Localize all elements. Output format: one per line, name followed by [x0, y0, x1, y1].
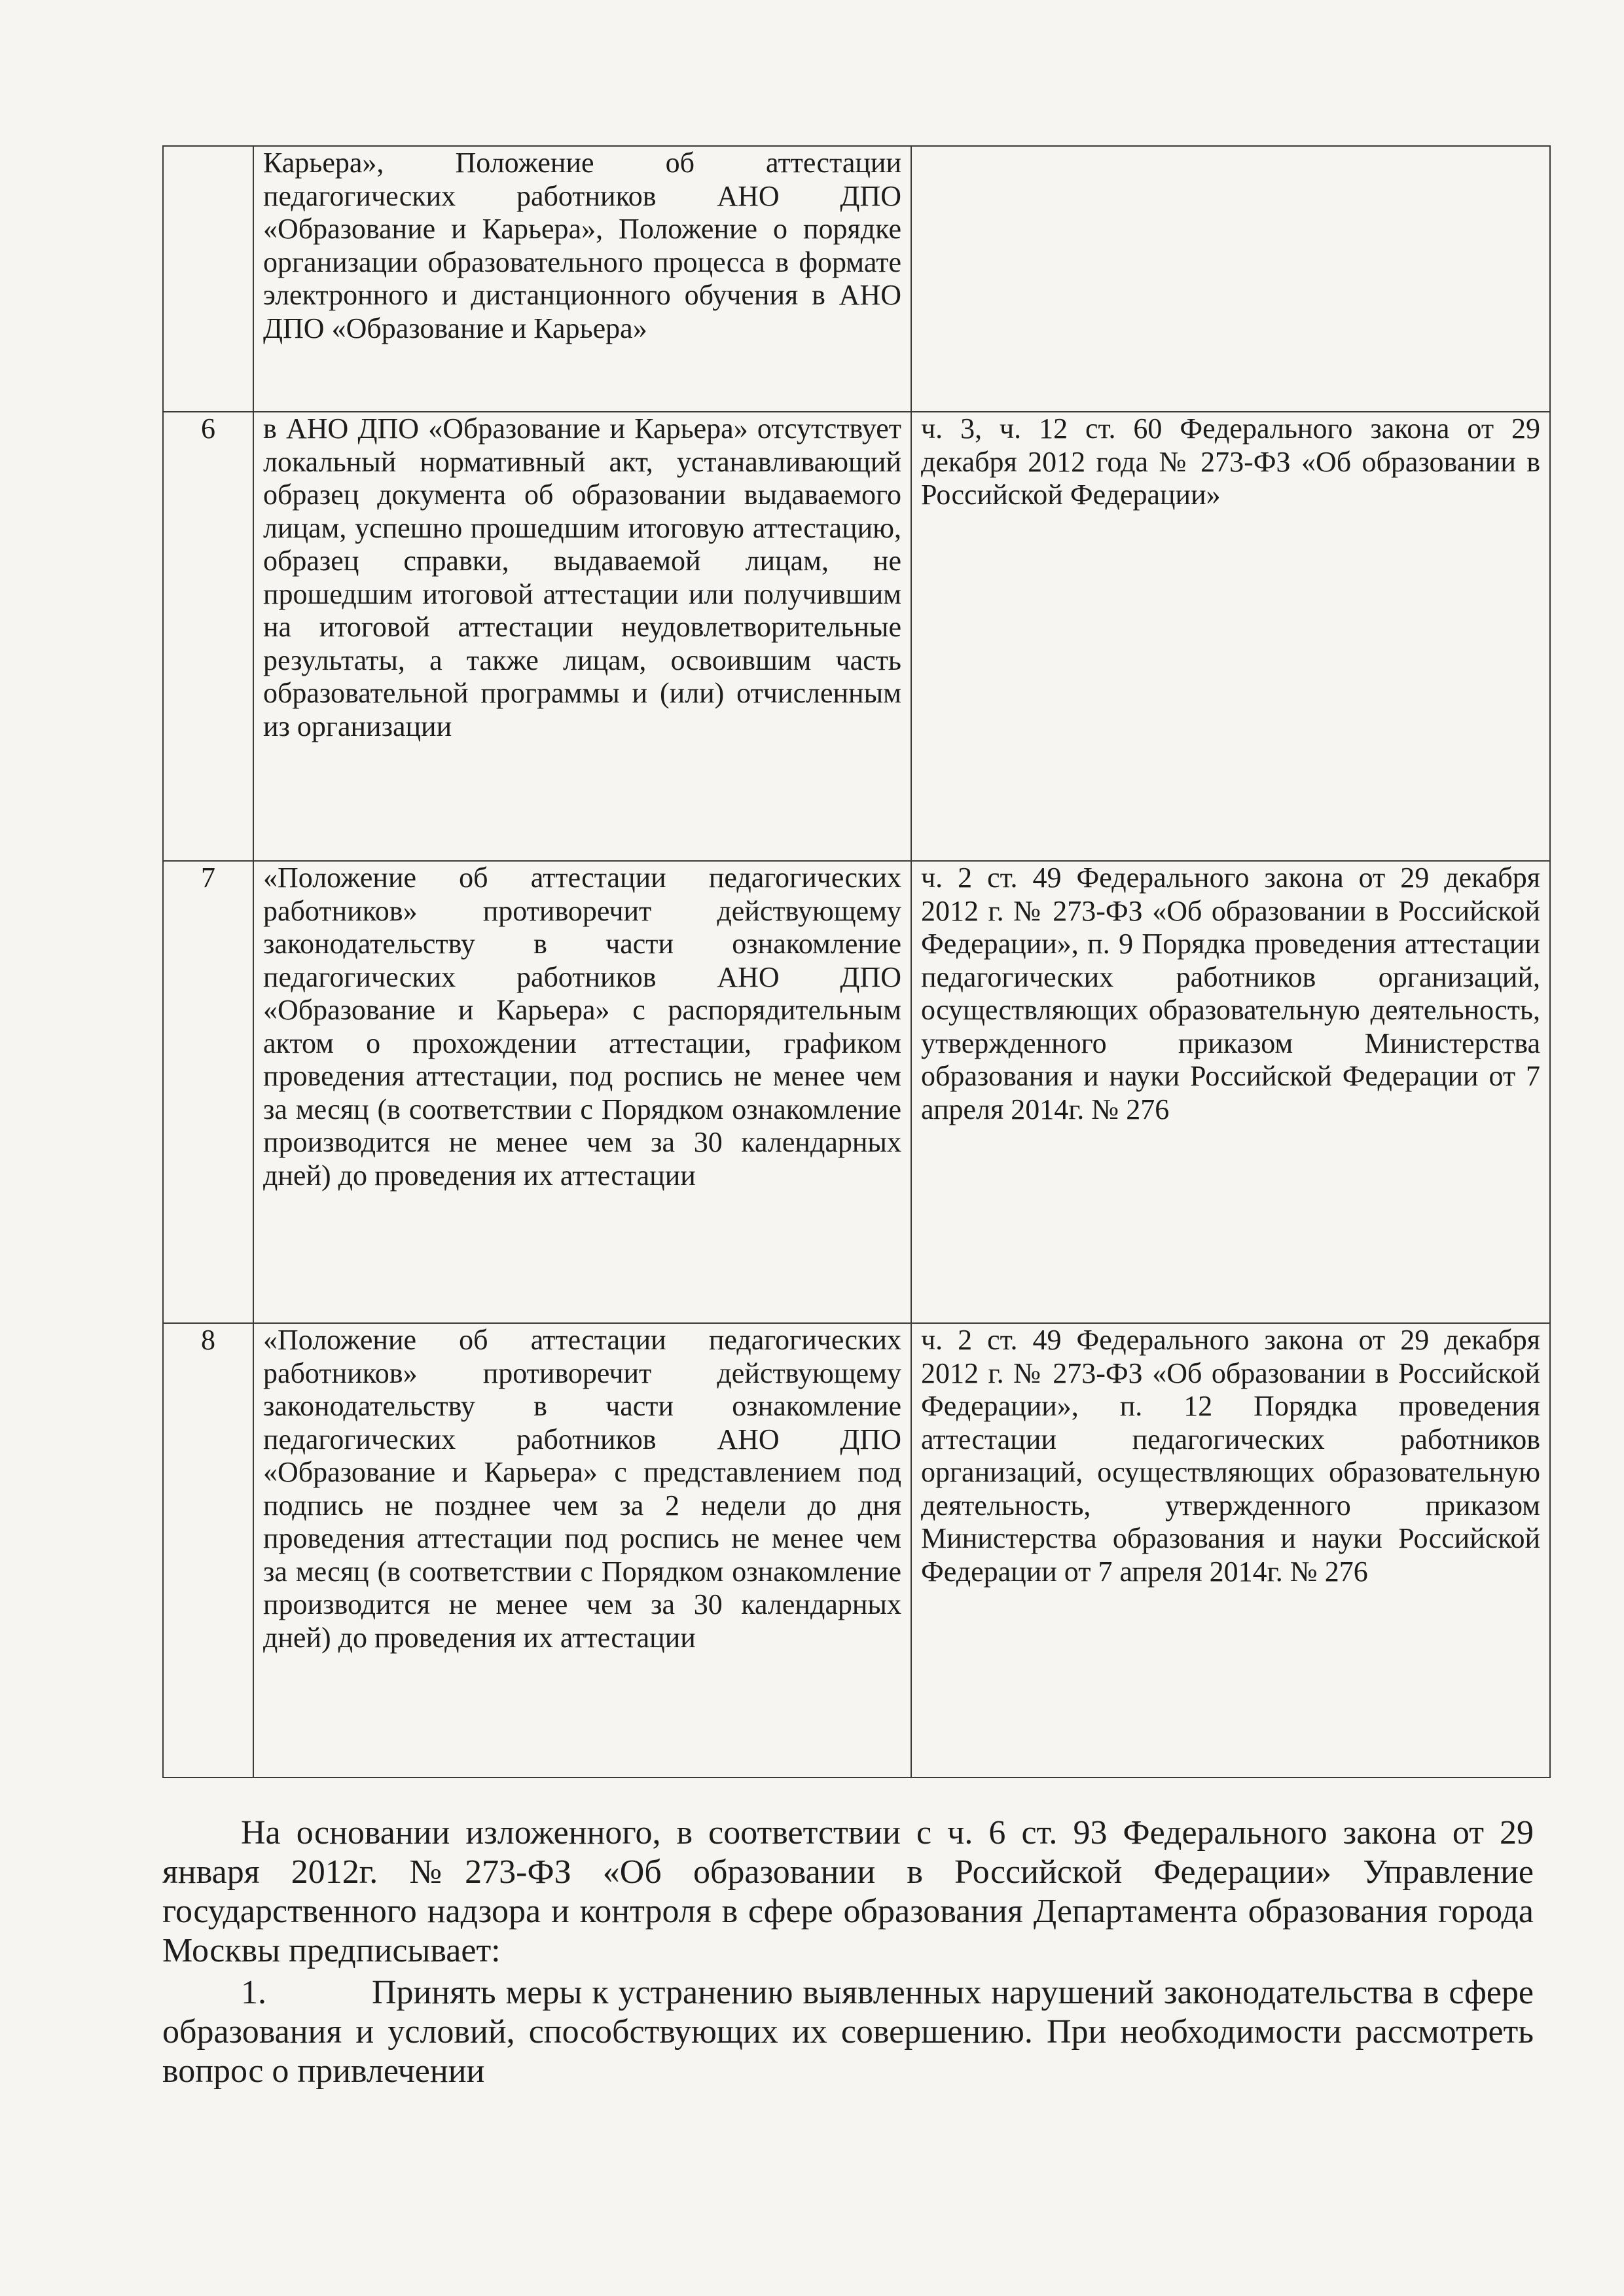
row-number: 7	[163, 861, 253, 1323]
closing-paragraph: На основании изложенного, в соответствии с ч. 6 ст. 93 Федерального закона от 29 января 2012г. №273-ФЗ «Об образовании в Российской Федерации» Управление государственного надзора и контроля в сфере образования Департамента образования города Москвы предписывает:	[162, 1814, 1534, 1969]
violation-description: «Положение об аттестации педагогических работников» противоречит действующему законодательству в части ознакомление педагогических работников АНО ДПО «Образование и Карьера» с распорядительным актом о прохождении аттестации, графиком проведения аттестации, под роспись не менее чем за месяц (в соответствии с Порядком ознакомление производится не менее чем за 30 календарных дней) до проведения их аттестации	[253, 861, 911, 1323]
law-reference: ч. 3, ч. 12 ст. 60 Федерального закона от 29 декабря 2012 года № 273-ФЗ «Об образовании в Российской Федерации»	[911, 412, 1550, 861]
item-number: 1.	[241, 1974, 266, 2011]
violations-table	[162, 145, 1551, 1778]
violation-description: «Положение об аттестации педагогических работников» противоречит действующему законодательству в части ознакомление педагогических работников АНО ДПО «Образование и Карьера» с представлением под подпись не позднее чем за 2 недели до дня проведения аттестации под роспись не менее чем за месяц (в соответствии с Порядком ознакомление производится не менее чем за 30 календарных дней) до проведения их аттестации	[253, 1323, 911, 1777]
closing-section	[162, 1813, 1534, 2091]
row-number	[163, 146, 253, 412]
table-row	[163, 146, 1550, 412]
table-row	[163, 861, 1550, 1323]
row-number: 6	[163, 412, 253, 861]
violation-description: в АНО ДПО «Образование и Карьера» отсутствует локальный нормативный акт, устанавливающий образец документа об образовании выдаваемого лицам, успешно прошедшим итоговую аттестацию, образец справки, выдаваемой лицам, не прошедшим итоговой аттестации или получившим на итоговой аттестации неудовлетворительные результаты, а также лицам, освоившим часть образовательной программы и (или) отчисленным из организации	[253, 412, 911, 861]
prescription-item-1	[162, 1973, 1534, 2091]
table-row	[163, 1323, 1550, 1777]
row-number: 8	[163, 1323, 253, 1777]
item-text: Принять меры к устранению выявленных нарушений законодательства в сфере образования и условий, способствующих их совершению. При необходимости рассмотреть вопрос о привлечении	[162, 1974, 1534, 2090]
table-row	[163, 412, 1550, 861]
violation-description: Карьера», Положение об аттестации педагогических работников АНО ДПО «Образование и Карьера», Положение о порядке организации образовательного процесса в формате электронного и дистанционного обучения в АНО ДПО «Образование и Карьера»	[253, 146, 911, 412]
law-reference: ч. 2 ст. 49 Федерального закона от 29 декабря 2012 г. № 273-ФЗ «Об образовании в Российской Федерации», п. 9 Порядка проведения аттестации педагогических работников организаций, осуществляющих образовательную деятельность, утвержденного приказом Министерства образования и науки Российской Федерации от 7 апреля 2014г. № 276	[911, 861, 1550, 1323]
law-reference: ч. 2 ст. 49 Федерального закона от 29 декабря 2012 г. № 273-ФЗ «Об образовании в Российской Федерации», п. 12 Порядка проведения аттестации педагогических работников организаций, осуществляющих образовательную деятельность, утвержденного приказом Министерства образования и науки Российской Федерации от 7 апреля 2014г. № 276	[911, 1323, 1550, 1777]
law-reference	[911, 146, 1550, 412]
